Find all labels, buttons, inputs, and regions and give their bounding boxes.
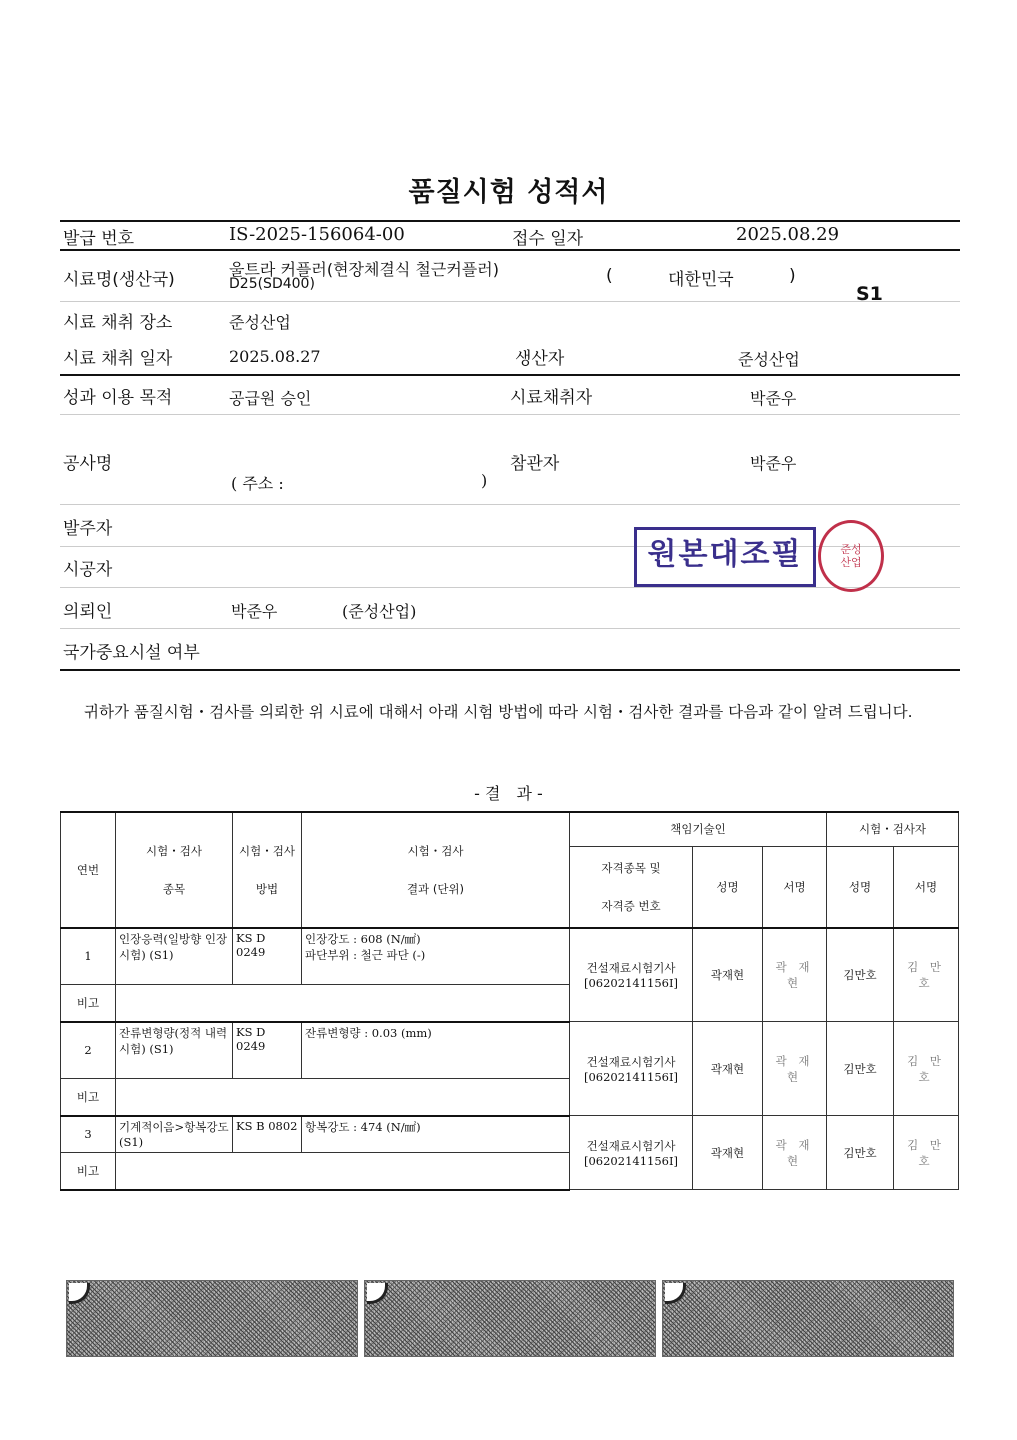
contractor-label: 시공자	[63, 560, 113, 580]
divider	[60, 587, 960, 588]
receipt-date: 2025.08.29	[736, 224, 840, 245]
sampling-date-label: 시료 채취 일자	[63, 349, 173, 369]
row-eng-name: 곽재현	[693, 928, 763, 1022]
sample-code: S1	[856, 283, 883, 305]
country-close: )	[789, 266, 796, 286]
results-table	[60, 811, 959, 1191]
col-tester-header: 시험・검사자	[827, 812, 959, 846]
row-qual: 건설재료시험기사 [06202141156I]	[570, 928, 693, 1022]
col-tester-sign-header: 서명	[894, 846, 959, 928]
divider	[60, 249, 960, 251]
row-eng-signature: 곽 재 현	[763, 1022, 827, 1116]
project-label: 공사명	[63, 454, 113, 474]
purpose-label: 성과 이용 목적	[63, 388, 173, 408]
site-label: 시료 채취 장소	[63, 313, 173, 333]
row-method: KS B 0802	[233, 1116, 302, 1153]
witness: 박준우	[750, 454, 797, 473]
row-result: 잔류변형량 : 0.03 (mm)	[302, 1022, 570, 1079]
remark-label: 비고	[61, 1079, 116, 1116]
row-item: 잔류변형량(정적 내력시험) (S1)	[116, 1022, 233, 1079]
address-close: )	[481, 471, 488, 490]
table-row	[61, 928, 959, 985]
col-eng-sign-header: 서명	[763, 846, 827, 928]
producer: 준성산업	[738, 350, 800, 369]
row-eng-name: 곽재현	[693, 1116, 763, 1190]
col-eng-name-header: 성명	[693, 846, 763, 928]
table-row	[61, 1116, 959, 1153]
row-tester-signature: 김 만 호	[894, 1022, 959, 1116]
row-item: 인장응력(일방향 인장 시험) (S1)	[116, 928, 233, 985]
col-result-header: 시험・검사 결과 (단위)	[302, 812, 570, 928]
company-seal: 준성산업	[818, 520, 884, 592]
row-tester-signature: 김 만 호	[894, 928, 959, 1022]
issue-no-label: 발급 번호	[63, 229, 135, 249]
client-name: 박준우	[231, 602, 278, 621]
issue-no: IS-2025-156064-00	[229, 224, 405, 245]
col-method-header: 시험・검사 방법	[233, 812, 302, 928]
row-no: 2	[61, 1022, 116, 1079]
row-eng-signature: 곽 재 현	[763, 928, 827, 1022]
row-tester-name: 김만호	[827, 1022, 894, 1116]
security-code-1	[66, 1280, 358, 1357]
col-engineer-header: 책임기술인	[570, 812, 827, 846]
receipt-date-label: 접수 일자	[512, 229, 584, 249]
divider	[60, 301, 960, 302]
row-eng-name: 곽재현	[693, 1022, 763, 1116]
row-no: 1	[61, 928, 116, 985]
divider	[60, 628, 960, 629]
remark-label: 비고	[61, 985, 116, 1022]
row-qual: 건설재료시험기사 [06202141156I]	[570, 1022, 693, 1116]
country: 대한민국	[668, 270, 734, 290]
national-facility-label: 국가중요시설 여부	[63, 643, 200, 663]
remark-label: 비고	[61, 1153, 116, 1190]
purpose: 공급원 승인	[229, 389, 312, 408]
col-qual-header: 자격종목 및 자격증 번호	[570, 846, 693, 928]
table-row	[61, 1022, 959, 1079]
address: ( 주소 :	[231, 474, 284, 493]
sampler: 박준우	[750, 389, 797, 408]
row-item: 기계적이음>항복강도 (S1)	[116, 1116, 233, 1153]
row-tester-signature: 김 만 호	[894, 1116, 959, 1190]
country-open: (	[606, 266, 613, 286]
row-tester-name: 김만호	[827, 928, 894, 1022]
row-result: 항복강도 : 474 (N/㎟)	[302, 1116, 570, 1153]
divider	[60, 220, 960, 222]
col-item-header: 시험・검사 종목	[116, 812, 233, 928]
original-verified-stamp: 원본대조필	[634, 527, 816, 587]
row-qual: 건설재료시험기사 [06202141156I]	[570, 1116, 693, 1190]
intro-text: 귀하가 품질시험・검사를 의뢰한 위 시료에 대해서 아래 시험 방법에 따라 시험・검사한 결과를 다음과 같이 알려 드립니다.	[84, 703, 913, 721]
security-code-3	[662, 1280, 954, 1357]
security-code-2	[364, 1280, 656, 1357]
client-label: 의뢰인	[63, 602, 113, 622]
remark-value	[116, 1153, 570, 1190]
row-method: KS D 0249	[233, 928, 302, 985]
row-eng-signature: 곽 재 현	[763, 1116, 827, 1190]
sample-spec: D25(SD400)	[229, 276, 315, 292]
sample-name-label: 시료명(생산국)	[63, 270, 175, 290]
results-title: - 결 과 -	[474, 784, 543, 803]
client-company: (준성산업)	[342, 602, 417, 621]
divider	[60, 374, 960, 376]
orderer-label: 발주자	[63, 519, 113, 539]
sample-name: 울트라 커플러(현장체결식 철근커플러)	[229, 260, 499, 279]
remark-value	[116, 985, 570, 1022]
sampler-label: 시료채취자	[510, 388, 593, 408]
witness-label: 참관자	[510, 454, 560, 474]
producer-label: 생산자	[515, 349, 565, 369]
row-tester-name: 김만호	[827, 1116, 894, 1190]
row-no: 3	[61, 1116, 116, 1153]
col-tester-name-header: 성명	[827, 846, 894, 928]
divider	[60, 414, 960, 415]
document-title: 품질시험 성적서	[408, 177, 609, 208]
remark-value	[116, 1079, 570, 1116]
divider	[60, 504, 960, 505]
divider	[60, 669, 960, 671]
row-method: KS D 0249	[233, 1022, 302, 1079]
site: 준성산업	[229, 313, 291, 332]
row-result: 인장강도 : 608 (N/㎟) 파단부위 : 철근 파단 (-)	[302, 928, 570, 985]
col-no-header: 연번	[61, 812, 116, 928]
sampling-date: 2025.08.27	[229, 347, 321, 366]
